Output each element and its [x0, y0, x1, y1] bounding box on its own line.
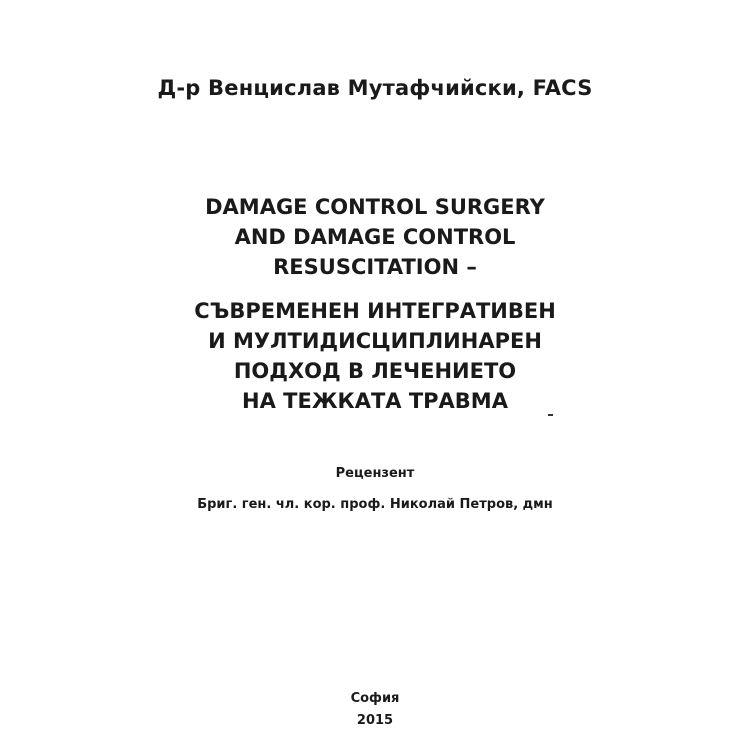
title-line-en-3: RESUSCITATION – [273, 255, 477, 279]
reviewer-name: Бриг. ген. чл. кор. проф. Николай Петров, дмн [197, 497, 553, 512]
publication-year: 2015 [356, 713, 394, 728]
book-title [0, 192, 750, 416]
print-speck [548, 414, 553, 416]
title-line-en-2: AND DAMAGE CONTROL [234, 225, 516, 249]
title-line-bg-2: И МУЛТИДИСЦИПЛИНАРЕН [208, 329, 542, 353]
title-line-en-1: DAMAGE CONTROL SURGERY [205, 195, 545, 219]
publication-city: София [350, 691, 400, 706]
title-spacer [0, 282, 750, 296]
title-line-bg-4: НА ТЕЖКАТА ТРАВМА [242, 389, 508, 413]
reviewer-label: Рецензент [335, 466, 415, 481]
author-name: Д-р Венцислав Мутафчийски, FACS [157, 76, 593, 100]
title-line-bg-3: ПОДХОД В ЛЕЧЕНИЕТО [233, 359, 517, 383]
title-line-bg-1: СЪВРЕМЕНЕН ИНТЕГРАТИВЕН [194, 299, 556, 323]
